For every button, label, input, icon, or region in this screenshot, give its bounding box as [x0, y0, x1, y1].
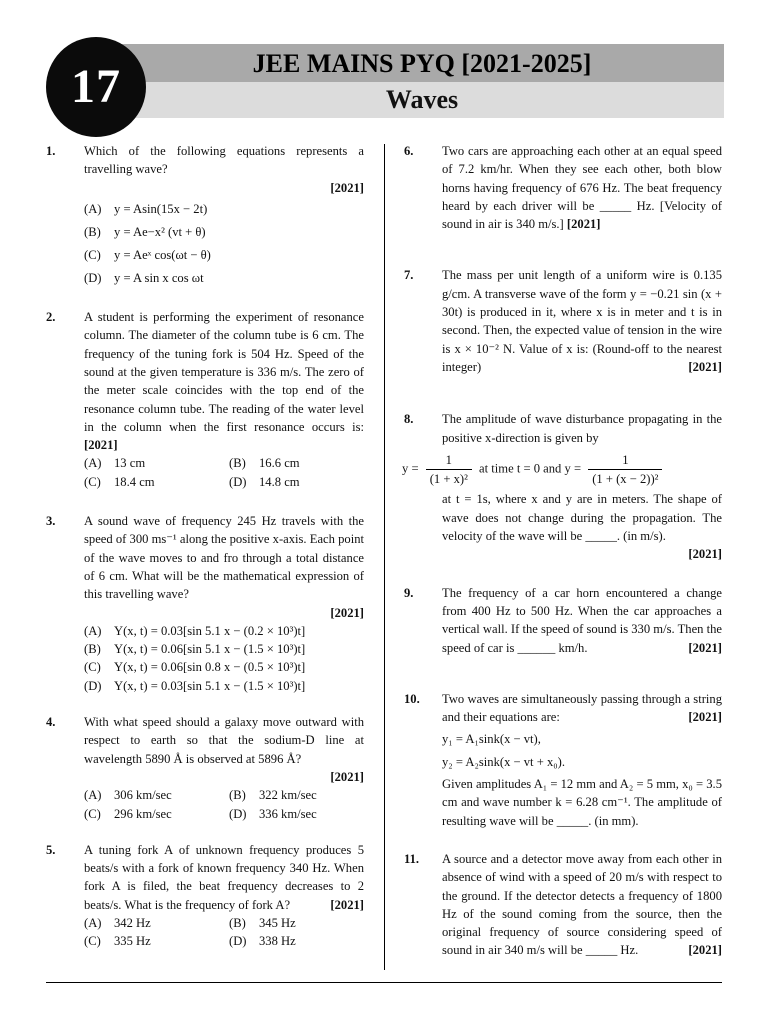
option-label: (C): [84, 934, 101, 949]
footer-rule: [46, 982, 722, 983]
column-divider: [384, 144, 385, 970]
denominator: (1 + (x − 2))²: [588, 469, 662, 488]
option-text: 342 Hz: [114, 915, 151, 930]
question-5: [46, 841, 364, 951]
question-number: 5.: [46, 842, 56, 857]
right-column: [404, 142, 722, 960]
left-column: [46, 142, 364, 951]
option-label: (A): [84, 623, 102, 638]
question-text: A tuning fork A of unknown frequency produces 5 beats/s with a fork of known frequency 340 Hz. When fork A is filed, the beat frequency decreases to 2 beats/s. What is the frequency of fork A?: [84, 842, 364, 912]
option-text: 336 km/sec: [259, 806, 317, 821]
options-grid: [84, 914, 364, 951]
wave-equations: [402, 451, 722, 489]
denominator: (1 + x)²: [426, 469, 472, 488]
year-tag: [2021]: [688, 943, 722, 958]
question-text-continued: at t = 1s, where x and y are in meters. The shape of wave does not change during the propagation. The velocity of the wave will be _____. (in m/s).: [442, 492, 722, 544]
equation-1: y₁ = A₁sink(x − vt),: [442, 732, 541, 747]
question-text: The amplitude of wave disturbance propagating in the positive x-direction is given by: [442, 412, 722, 445]
page-title: JEE MAINS PYQ [2021-2025]: [252, 49, 592, 78]
option-label: (B): [84, 642, 101, 657]
equation-connector: at time t = 0 and: [479, 461, 562, 476]
option-c: [84, 932, 229, 950]
question-number: 9.: [404, 585, 414, 600]
equation-lhs: y =: [564, 461, 582, 476]
question-2: [46, 308, 364, 491]
options-grid: [84, 786, 364, 823]
year-tag: [2021]: [566, 217, 601, 232]
option-d: [229, 932, 374, 950]
option-b: [229, 914, 374, 932]
option-d: [229, 805, 374, 823]
equation-lhs: y =: [402, 461, 419, 476]
option-label: (A): [84, 788, 102, 803]
numerator: 1: [622, 452, 629, 467]
option-text: 296 km/sec: [114, 806, 172, 821]
question-number: 3.: [46, 514, 56, 529]
option-text: 335 Hz: [114, 934, 151, 949]
year-tag: [2021]: [84, 438, 118, 453]
question-9: [404, 584, 722, 657]
option-a: [84, 622, 364, 640]
question-4: [46, 713, 364, 823]
option-text: y = Ae−x² (vt + θ): [114, 225, 206, 240]
chapter-subtitle: Waves: [385, 85, 459, 114]
question-number: 6.: [404, 144, 414, 158]
option-a: [84, 454, 229, 472]
option-text: Y(x, t) = 0.03[sin 5.1 x − (0.2 × 10³)t]: [114, 623, 306, 638]
year-tag: [2021]: [688, 710, 722, 725]
question-text: The mass per unit length of a uniform wire is 0.135 g/cm. A transverse wave of the form y = −0.21 sin (x + 30t) is produced in it, where x is in meter and t is in second. Then, the expected value of tension in the wire is x × 10⁻² N. Value of x is: (Round-off to the nearest integer): [442, 268, 722, 374]
option-label: (A): [84, 915, 102, 930]
question-number: 1.: [46, 144, 56, 158]
question-11: [404, 850, 722, 960]
question-text: Which of the following equations represents a travelling wave?: [84, 144, 364, 177]
options-grid: [84, 454, 364, 491]
option-label: (B): [229, 915, 246, 930]
question-number: 7.: [404, 268, 414, 283]
option-text: y = A sin x cos ωt: [114, 270, 204, 285]
option-d: [229, 473, 374, 491]
option-a: [84, 786, 229, 804]
option-text: 18.4 cm: [114, 474, 155, 489]
given-values: Given amplitudes A₁ = 12 mm and A₂ = 5 mm, x₀ = 3.5 cm and wave number k = 6.28 cm⁻¹. The amplitude of resulting wave will be _____. (in mm).: [442, 777, 722, 828]
option-text: Y(x, t) = 0.06[sin 5.1 x − (1.5 × 10³)t]: [114, 642, 306, 657]
chapter-number-badge: 17: [46, 37, 146, 137]
option-c: [84, 658, 364, 676]
question-number: 2.: [46, 310, 56, 325]
year-tag: [2021]: [330, 769, 364, 784]
year-tag: [2021]: [330, 180, 364, 195]
question-6: [404, 142, 722, 233]
option-b: [229, 786, 374, 804]
option-text: 338 Hz: [259, 934, 296, 949]
year-tag: [2021]: [688, 547, 722, 562]
option-label: (C): [84, 474, 101, 489]
option-label: (D): [84, 270, 102, 285]
option-label: (A): [84, 456, 102, 471]
option-label: (B): [84, 225, 101, 240]
question-number: 4.: [46, 715, 56, 730]
option-text: 13 cm: [114, 456, 146, 471]
numerator: 1: [445, 452, 452, 467]
option-label: (B): [229, 788, 246, 803]
option-text: Y(x, t) = 0.03[sin 5.1 x − (1.5 × 10³)t]: [114, 678, 306, 693]
option-c: [84, 246, 364, 264]
option-a: [84, 914, 229, 932]
question-text: Two waves are simultaneously passing through a string and their equations are:: [442, 691, 722, 725]
option-label: (C): [84, 806, 101, 821]
year-tag: [2021]: [688, 359, 722, 374]
question-10: [404, 690, 722, 830]
year-tag: [2021]: [330, 897, 364, 912]
option-c: [84, 473, 229, 491]
question-1: [46, 142, 364, 287]
question-7: [404, 266, 722, 376]
question-text: A sound wave of frequency 245 Hz travels with the speed of 300 ms⁻¹ along the positive x-axis. Each point of the wave moves to and fro through a total distance of 6 cm. What will be the mathematical expression of this travelling wave?: [84, 514, 364, 602]
option-text: 345 Hz: [259, 915, 296, 930]
option-label: (B): [229, 456, 246, 471]
option-d: [84, 269, 364, 287]
question-number: 8.: [404, 412, 414, 427]
fraction: [588, 451, 662, 489]
question-number: 11.: [404, 851, 420, 866]
option-b: [84, 223, 364, 241]
option-label: (D): [229, 474, 247, 489]
option-text: 322 km/sec: [259, 788, 317, 803]
question-text: A student is performing the experiment of resonance column. The diameter of the column tube is 6 cm. The frequency of the tuning fork is 504 Hz. Speed of the sound at the given temperature is 336 m/s. The zero of the meter scale coincides with the top end of the resonance column tube. The reading of the water level in the column when the first resonance occurs is:: [84, 310, 364, 434]
option-label: (D): [84, 678, 102, 693]
fraction: [426, 451, 472, 489]
question-number: 10.: [404, 691, 420, 706]
question-text: With what speed should a galaxy move outward with respect to earth so that the sodium-D line at wavelength 5890 Å is observed at 5896 Å?: [84, 715, 364, 766]
option-text: 14.8 cm: [259, 474, 300, 489]
option-label: (D): [229, 934, 247, 949]
year-tag: [2021]: [330, 605, 364, 620]
option-b: [229, 454, 374, 472]
option-text: 16.6 cm: [259, 456, 300, 471]
option-label: (A): [84, 201, 102, 216]
option-a: [84, 200, 364, 218]
option-text: y = Aeˣ cos(ωt − θ): [114, 248, 211, 263]
question-8: [404, 410, 722, 563]
option-text: Y(x, t) = 0.06[sin 0.8 x − (0.5 × 10³)t]: [114, 660, 306, 675]
option-text: y = Asin(15x − 2t): [114, 201, 208, 216]
option-label: (C): [84, 660, 101, 675]
equation-2: y₂ = A₂sink(x − vt + x₀).: [442, 754, 565, 769]
option-c: [84, 805, 229, 823]
option-label: (C): [84, 248, 101, 263]
question-text: A source and a detector move away from each other in absence of wind with a speed of 20 m/s with respect to the ground. If the detector detects a frequency of 1800 Hz of the sound coming from the source, then the original frequency of source considering speed of sound in air 340 m/s will be _____ Hz.: [442, 851, 722, 958]
option-label: (D): [229, 806, 247, 821]
option-text: 306 km/sec: [114, 788, 172, 803]
question-text: The frequency of a car horn encountered a change from 400 Hz to 500 Hz. When the car approaches a vertical wall. If the speed of sound is 330 m/s. Then the speed of car is ______ km/h.: [442, 585, 722, 655]
year-tag: [2021]: [688, 640, 722, 655]
option-b: [84, 640, 364, 658]
question-text: Two cars are approaching each other at an equal speed of 7.2 km/hr. When they see each other, both blow horns having frequency of 676 Hz. The beat frequency heard by each driver will be _____ Hz. [Velocity of sound in air is 340 m/s.]: [442, 144, 722, 232]
option-d: [84, 677, 364, 695]
question-3: [46, 512, 364, 695]
